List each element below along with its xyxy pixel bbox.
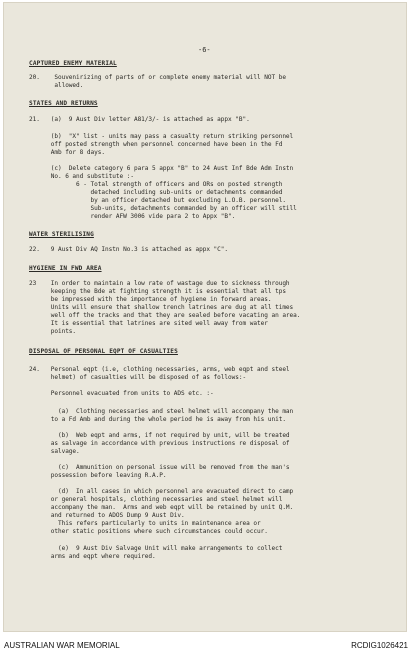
heading-water-sterilising: WATER STERILISING [29,231,94,238]
para-24-line: (a) Clothing necessaries and steel helmet will accompany the man [29,408,294,415]
para-24-line: helmet) of casualties will be disposed of as follows:- [29,374,247,381]
para-24-line: salvage. [29,448,80,455]
para-21-line: Sub-units, detachments commanded by an officer will still [29,205,297,212]
para-21-line: by an officer detached but excluding L.O.B. personnel. [29,197,286,204]
para-24-line: (c) Ammunition on personal issue will be removed from the man's [29,464,290,471]
heading-hygiene-in-fwd-area: HYGIENE IN FWD AREA [29,265,102,272]
para-23-line: be impressed with the importance of hygiene in forward areas. [29,296,272,303]
para-21-line: render AFW 3006 vide para 2 to Appx "B". [29,213,236,220]
para-24-line: 24. Personal eqpt (i.e, clothing necessaries, arms, web eqpt and steel [29,366,290,373]
para-24-line: Personnel evacuated from units to ADS etc. :- [29,390,214,397]
para-23-line: points. [29,328,77,335]
para-24-line: and returned to ADOS Dump 9 Aust Div. [29,512,185,519]
para-24-line: or general hospitals, clothing necessaries and steel helmet will [29,496,283,503]
para-21-line: No. 6 and substitute :- [29,173,134,180]
archive-footer [0,640,412,654]
para-23-line: well off the tracks and that they are sealed before vacating an area. [29,312,301,319]
para-20-line: allowed. [29,82,84,89]
para-23-line: It is essential that latrines are sited well away from water [29,320,268,327]
para-24-line: (b) Web eqpt and arms, if not required by unit, will be treated [29,432,290,439]
para-24-line: arms and eqpt where required. [29,553,156,560]
para-22-line: 22. 9 Aust Div AQ Instn No.3 is attached as appx "C". [29,246,229,253]
para-23-line: 23 In order to maintain a low rate of wastage due to sickness through [29,280,290,287]
document-page [3,2,407,632]
para-24-line: to a Fd Amb and during the whole period he is away from his unit. [29,416,286,423]
para-21-line: Amb for 8 days. [29,149,105,156]
footer-source: AUSTRALIAN WAR MEMORIAL [4,641,120,650]
para-24-line: (d) In all cases in which personnel are evacuated direct to camp [29,488,294,495]
para-24-line: accompany the man. Arms and web eqpt will be retained by unit Q.M. [29,504,294,511]
para-24-line: as salvage in accordance with previous instructions re disposal of [29,440,290,447]
para-21-line: (c) Delete category 6 para 5 appx "B" to 24 Aust Inf Bde Adm Instn [29,165,294,172]
para-21-line: detached including sub-units or detachments commanded [29,189,283,196]
page-number: -6- [198,46,211,54]
para-21-line: 6 - Total strength of officers and ORs on posted strength [29,181,283,188]
para-23-line: keeping the Bde at fighting strength it is essential that all tps [29,288,286,295]
heading-captured-enemy-material: CAPTURED ENEMY MATERIAL [29,60,117,67]
heading-disposal-of-personal-eqpt: DISPOSAL OF PERSONAL EQPT OF CASUALTIES [29,348,178,355]
para-21-line: off posted strength when personnel concerned have been in the Fd [29,141,283,148]
para-21-line: 21. (a) 9 Aust Div letter A81/3/- is attached as appx "B". [29,116,250,123]
heading-states-and-returns: STATES AND RETURNS [29,100,98,107]
para-24-line: possession before leaving R.A.P. [29,472,167,479]
para-23-line: Units will ensure that shallow trench latrines are dug at all times [29,304,294,311]
footer-record-id: RCDIG1026421 [351,641,408,650]
para-21-line: (b) "X" list - units may pass a casualty return striking personnel [29,133,294,140]
para-24-line: other static positions where such circumstances could occur. [29,528,268,535]
para-24-line: This refers particularly to units in maintenance area or [29,520,261,527]
para-20-line: 20. Souvenirizing of parts of or complete enemy material will NOT be [29,74,286,81]
para-24-line: (e) 9 Aust Div Salvage Unit will make arrangements to collect [29,545,283,552]
